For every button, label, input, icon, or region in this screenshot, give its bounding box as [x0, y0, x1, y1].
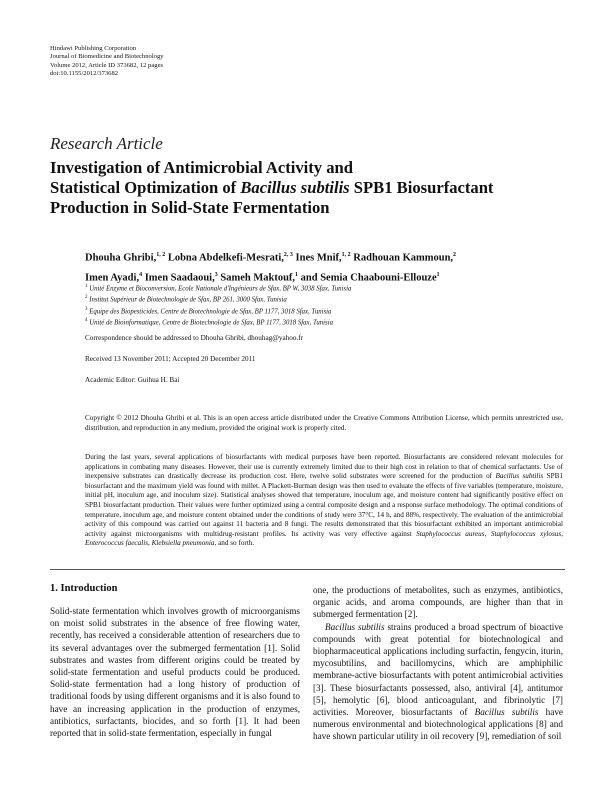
- abstract-text: and so forth.: [216, 539, 255, 548]
- body-left-column: [50, 605, 300, 739]
- affiliation-number: 2: [85, 295, 88, 301]
- author-affil: 1: [295, 271, 299, 278]
- journal-header: [50, 45, 164, 79]
- section-divider: [50, 569, 565, 570]
- author-name: Radhouan Kammoun,: [350, 252, 454, 264]
- affiliation-item: [85, 316, 565, 327]
- title-text: Statistical Optimization of: [50, 178, 241, 197]
- journal-line: Journal of Biomedicine and Biotechnology: [50, 53, 164, 61]
- academic-editor: Academic Editor: Guihua H. Bai: [85, 376, 180, 384]
- author-affil: 3: [214, 271, 218, 278]
- affiliations: [85, 282, 565, 328]
- article-title: [50, 158, 570, 218]
- author-affil: 2: [453, 252, 457, 258]
- author-name: and Semia Chaabouni-Ellouze: [298, 272, 437, 283]
- body-right-column: [313, 584, 563, 743]
- body-species: Bacillus subtilis: [474, 707, 539, 718]
- title-line-2: [50, 178, 570, 198]
- abstract-text: During the last years, several applications of biosurfactants with medical purposes have been reported. Biosurfactants are considered relevant molecules for applications in combating many diseases. However, their use is currently extremely limited due to their high cost in relation to that of chemical surfactants. Use of inexpensive substrates can drastically decrease its production cost. Here, twelve solid substrates were screened for the production of: [85, 453, 563, 481]
- doi-line[interactable]: doi:10.1155/2012/373682: [50, 70, 119, 78]
- publisher-line: Hindawi Publishing Corporation: [50, 45, 137, 52]
- affiliation-item: [85, 305, 565, 316]
- title-text: SPB1 Biosurfactant: [349, 178, 494, 197]
- body-paragraph: [313, 621, 563, 743]
- body-text: have numerous environmental and biotechnological applications [8] and have shown particular utility in oil recovery [9], remediation of soil: [313, 707, 563, 742]
- author-name: Sameh Maktouf,: [217, 272, 296, 283]
- author-name: Dhouha Ghribi,: [85, 252, 157, 264]
- article-type: Research Article: [50, 134, 163, 153]
- title-line-1: Investigation of Antimicrobial Activity and: [50, 158, 354, 177]
- author-name: Lobna Abdelkefi-Mesrati,: [165, 252, 284, 264]
- affiliation-text: Unité Enzyme et Bioconversion, Ecole Nationale d'Ingénieurs de Sfax, BP W, 3038 Sfax, Tunisia: [89, 285, 352, 293]
- author-line-1: [85, 247, 575, 267]
- affiliation-number: 1: [85, 284, 88, 289]
- received-dates: Received 13 November 2011; Accepted 20 December 2011: [85, 355, 256, 363]
- author-name: Ines Mnif,: [292, 252, 342, 264]
- volume-line: Volume 2012, Article ID 373682, 12 pages: [50, 61, 164, 69]
- affiliation-item: [85, 282, 565, 293]
- affiliation-text: Unité de Bioinformatique, Centre de Biotechnologie de Sfax, BP 1177, 3018 Sfax, Tunisia: [89, 319, 333, 327]
- affiliation-number: 4: [85, 318, 88, 324]
- author-affil: 1, 2: [341, 252, 351, 258]
- abstract: [85, 453, 563, 549]
- correspondence: Correspondence should be addressed to Dhouha Ghribi, dhouhag@yahoo.fr: [85, 334, 304, 342]
- author-affil: 2, 3: [283, 252, 293, 258]
- affiliation-text: Equipe des Biopesticides, Centre de Biotechnologie de Sfax, BP 1177, 3018 Sfax, Tunisia: [89, 308, 332, 316]
- title-species: Bacillus subtilis: [240, 178, 350, 197]
- abstract-text: SPB1 biosurfactant and the maximum yield was found with millet. A Plackett-Burman design was then used to evaluate the effects of five variables (temperature, moisture, initial pH, inoculum age, and inoculum size). Statistical analyses showed that temperature, inoculum age, and moisture content had significantly positive effect on SPB1 biosurfactant production. Their values were further optimized using a central composite design and a response surface methodology. The optimal conditions of temperature, inoculum age, and moisture content obtained under the conditions of study were 37°C, 14 h, and 88%, respectively. The evaluation of the antimicrobial activity of this compound was carried out against 11 bacteria and 8 fungi. The results demonstrated that this biosurfactant exhibited an important antimicrobial activity against microorganisms with multidrug-resistant profiles. Its activity was very effective against: [85, 472, 564, 538]
- author-affil: 1, 2: [156, 252, 166, 258]
- author-name: Imen Ayadi,: [85, 272, 140, 283]
- author-affil: 4: [139, 271, 143, 278]
- affiliation-number: 3: [85, 306, 88, 312]
- body-species: Bacillus subtilis: [325, 621, 385, 632]
- affiliation-item: [85, 293, 565, 304]
- copyright-notice: Copyright © 2012 Dhouha Ghribi et al. This is an open access article distributed under the Creative Commons Attribution License, which permits unrestricted use, distribution, and reproduction in any medium, provided the original work is properly cited.: [85, 414, 563, 432]
- section-heading: 1. Introduction: [50, 583, 118, 594]
- body-paragraph: one, the productions of metabolites, such as enzymes, antibiotics, organic acids, and aroma compounds, are higher than that in submerged fermentation [2].: [313, 585, 563, 620]
- author-affil: 1: [436, 271, 440, 278]
- abstract-species: Bacillus subtilis: [495, 472, 544, 481]
- title-line-3: Production in Solid-State Fermentation: [50, 198, 330, 217]
- body-paragraph: Solid-state fermentation which involves growth of microorganisms on moist solid substrates in the absence of free flowing water, recently, has received a considerable attention of researchers due to its several advantages over the submerged fermentation [1]. Solid substrates and wastes from different origins could be treated by solid-state fermentation and useful products could be produced. Solid-state fermentation had a long history of production of traditional foods by using different organisms and it is also found to have an increasing application in the production of enzymes, antibiotics, surfactants, biocides, and so forth [1]. It had been reported that in solid-state fermentation, especially in fungal: [50, 606, 300, 739]
- author-list: [85, 247, 575, 286]
- body-text: strains produced a broad spectrum of bioactive compounds with great potential for biotechnological and biopharmaceutical applications including surfactin, fengycin, iturin, mycosubtilins, and bacillomycins, which are amphiphilic membrane-active biosurfactants with potent antimicrobial activities [3]. These biosurfactants possessed, also, antiviral [4], antitumor [5], hemolytic [6], blood anticoagulant, and fibrinolytic [7] activities. Moreover, biosurfactants of: [313, 621, 563, 718]
- abstract-species-list: Staphylococcus aureus, Staphylococcus xylosus, Enterococcus faecalis, Klebsiella pneumonia,: [85, 529, 563, 548]
- author-name: Imen Saadaoui,: [142, 272, 215, 283]
- affiliation-text: Institut Supérieur de Biotechnologie de Sfax, BP 261, 3000 Sfax, Tunisia: [89, 296, 287, 304]
